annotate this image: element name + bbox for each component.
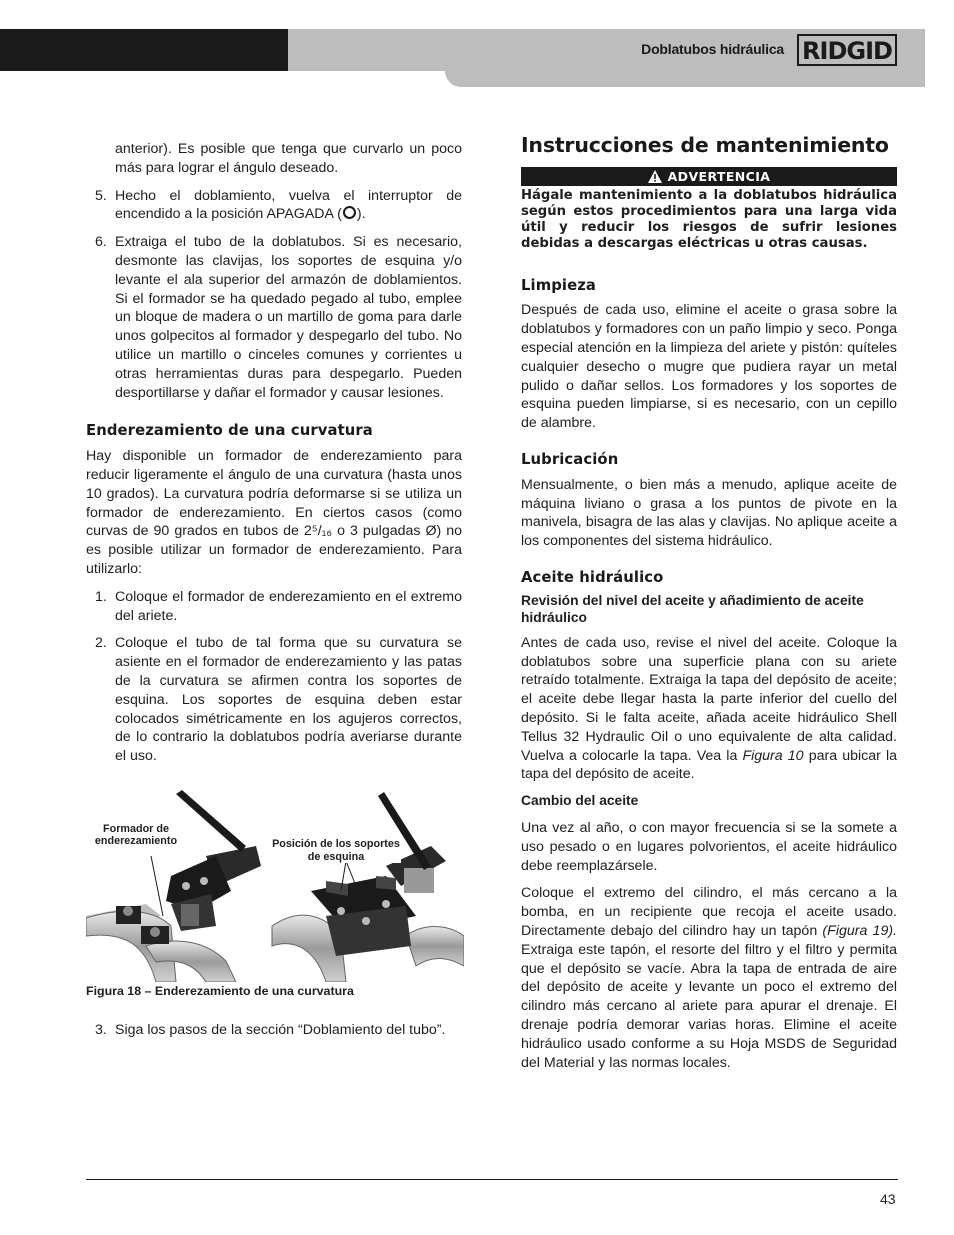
section-heading: Enderezamiento de una curvatura [86, 422, 373, 440]
footer-rule [86, 1179, 898, 1180]
header-gray-tab [445, 71, 925, 87]
figure-18 [86, 786, 464, 982]
page-number: 43 [880, 1191, 896, 1207]
cambio-text-1: Una vez al año, o con mayor frecuencia si se la somete a uso pesado o en lugares polvorientos, el aceite hidráulico debe reemplazársele. [521, 819, 897, 874]
pipe-bender-photo [86, 786, 464, 982]
aceite-heading: Aceite hidráulico [521, 568, 664, 586]
power-off-icon [343, 206, 356, 219]
figure-19-ref: (Figura 19). [822, 922, 898, 939]
step-1 [86, 588, 462, 626]
cambio-text-2: Coloque el extremo del cilindro, el más cercano a la bomba, en un recipiente que recoja el aceite usado. Directamente debajo del cilindro hay un tapón (Figura 19). Extraiga este tapón, el resorte del filtro y el filtro y permita que el depósito se vacíe. Abra la tapa de entrada de aire del depósito de aceite y levante un poco el extremo del cilindro más cercano al ariete para apurar el drenaje. El drenaje podría demorar varias horas. Elimine el aceite hidráulico usado conforme a su Hoja MSDS de Seguridad del Material y las normas locales. [521, 885, 898, 1071]
callout-formador: Formador de enderezamiento [84, 823, 188, 847]
lubricacion-heading: Lubricación [521, 450, 619, 468]
continued-text: anterior). Es posible que tenga que curvarlo un poco más para lograr el ángulo deseado. [115, 141, 462, 176]
step-2 [86, 634, 462, 766]
warning-banner [521, 167, 897, 186]
step-number: 1. [95, 588, 107, 605]
svg-text:RIDGID: RIDGID [802, 37, 892, 65]
ridgid-logo [797, 34, 897, 66]
cambio-heading: Cambio del aceite [521, 793, 639, 809]
limpieza-heading: Limpieza [521, 276, 597, 294]
right-photo [272, 786, 464, 982]
step-text: Coloque el tubo de tal forma que su curvatura se asiente en el formador de enderezamiento y las patas de la curvatura se afirmen contra los soportes de esquina. Los soportes de esquina deben estar colocados simétricamente en los agujeros correctos, de lo contrario la doblatubos podría averiarse durante el uso. [115, 635, 462, 765]
callout-soportes: Posición de los soportes de esquina [272, 838, 400, 863]
left-column-bottom [86, 1021, 462, 1040]
step-6 [86, 233, 462, 402]
left-column [86, 140, 462, 766]
header-black-band [0, 29, 288, 71]
revision-text: Antes de cada uso, revise el nivel del aceite. Coloque la doblatubos sobre una superficie plana con su ariete retraído totalmente. Extraiga la tapa del depósito de aceite; el aceite debe llegar hasta la parte inferior del cuello del depósito. Si le falta aceite, añada aceite hidráulico Shell Tellus 32 Hydraulic Oil o uno equivalente de alta calidad. Vuelva a colocarle la tapa. Vea la Figura 10 para ubicar la tapa del depósito de aceite. [521, 634, 898, 783]
right-column [521, 133, 898, 1072]
step-text-end: ). [356, 206, 366, 223]
warning-icon [648, 169, 662, 188]
warning-label: ADVERTENCIA [667, 168, 771, 184]
step-text: Hecho el doblamiento, vuelva el interruptor de encendido a la posición APAGADA ( [115, 187, 462, 223]
step-number: 5. [95, 187, 107, 204]
lubricacion-text: Mensualmente, o bien más a menudo, aplique aceite de máquina liviano o grasa a los puntos de pivote en la manivela, bisagra de las alas y clavijas. No aplique aceite a los componentes del sistema hidráulico. [521, 476, 897, 550]
step-number: 6. [95, 234, 107, 251]
left-photo [86, 786, 269, 982]
step-text: Extraiga el tubo de la doblatubos. Si es necesario, desmonte las clavijas, los soportes de esquina y/o levante el ala superior del armazón de doblamientos. Si el formador se ha quedado pegado al tubo, emplee un bloque de madera o un martillo de goma para darle unos golpecitos al formador y despegarlo del tubo. No utilice un martillo o cinceles comunes y corrientes u otras herramientas duras para despegarlo. Pueden desportillarse y dañar el formador y causar lesiones. [115, 234, 462, 401]
warning-text: Hágale mantenimiento a la doblatubos hidráulica según estos procedimientos para una larga vida útil y reducir los riesgos de sufrir lesiones debidas a descargas eléctricas u otras causas. [521, 187, 897, 252]
step-5 [86, 187, 462, 225]
page-title: Instrucciones de mantenimiento [521, 133, 889, 157]
revision-heading: Revisión del nivel del aceite y añadimiento de aceite hidráulico [521, 592, 864, 625]
step-number: 3. [95, 1022, 107, 1038]
header-title: Doblatubos hidráulica [641, 41, 784, 57]
step-3 [86, 1021, 462, 1040]
section-intro: Hay disponible un formador de enderezamiento para reducir ligeramente el ángulo de una curvatura (hasta unos 10 grados). La curvatura podría deformarse si se utiliza un formador de enderezamiento. En ciertos casos (como curvas de 90 grados en tubos de 2⁵/₁₆ o 3 pulgadas Ø) no es posible utilizar un formador de enderezamiento. Para utilizarlo: [86, 448, 462, 577]
step-text: Coloque el formador de enderezamiento en el extremo del ariete. [115, 588, 462, 624]
step-text: Siga los pasos de la sección “Doblamiento del tubo”. [115, 1022, 446, 1038]
limpieza-text: Después de cada uso, elimine el aceite o grasa sobre la doblatubos y formadores con un paño limpio y seco. Ponga especial atención en la limpieza del ariete y pistón: quíteles cualquier desecho o mugre que pudiera rayar un metal pulido o dañar sellos. Los formadores y los soportes de esquina pueden limpiarse, si es necesario, con un cepillo de alambre. [521, 302, 897, 432]
figure-10-ref: Figura 10 [742, 747, 804, 764]
step-number: 2. [95, 635, 107, 652]
figure-caption: Figura 18 – Enderezamiento de una curvatura [86, 984, 354, 998]
